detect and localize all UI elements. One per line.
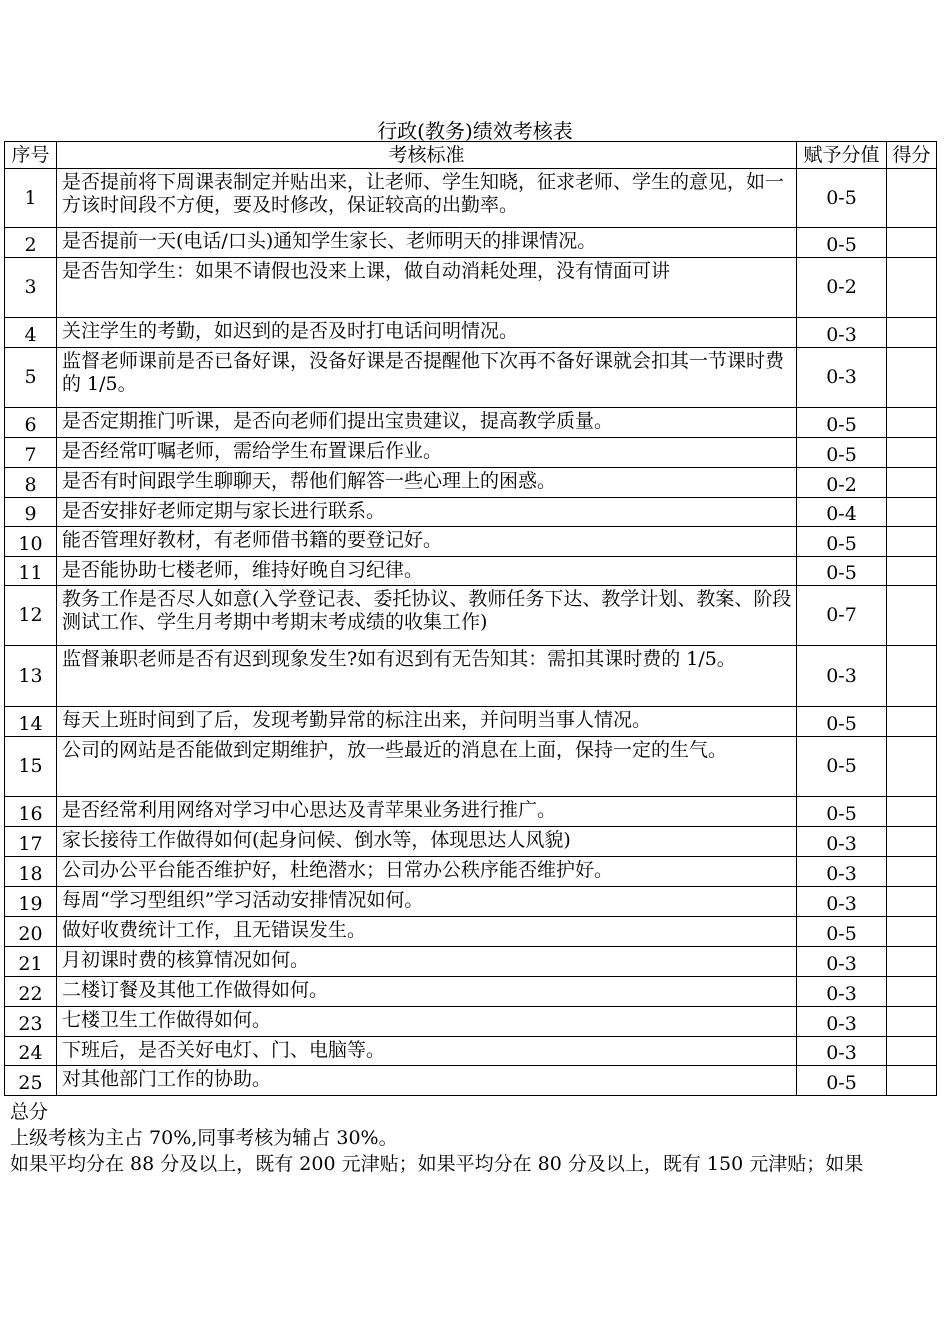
- table-body: [5, 169, 937, 1096]
- row-number: 12: [5, 586, 57, 646]
- row-number: 23: [5, 1007, 57, 1037]
- row-number: 10: [5, 527, 57, 557]
- row-criteria: 关注学生的考勤，如迟到的是否及时打电话问明情况。: [57, 318, 797, 348]
- row-number: 8: [5, 468, 57, 498]
- row-value: 0-3: [797, 318, 887, 348]
- table-row: [5, 348, 937, 408]
- row-number: 15: [5, 737, 57, 797]
- row-score: [887, 468, 937, 498]
- row-number: 7: [5, 438, 57, 468]
- table-header-row: [5, 142, 937, 169]
- row-criteria: 是否安排好老师定期与家长进行联系。: [57, 498, 797, 527]
- header-num: 序号: [5, 142, 57, 169]
- table-row: [5, 827, 937, 857]
- row-score: [887, 169, 937, 228]
- row-score: [887, 348, 937, 408]
- table-row: [5, 498, 937, 527]
- row-criteria: 是否提前将下周课表制定并贴出来，让老师、学生知晓，征求老师、学生的意见，如一方该时间段不方便，要及时修改，保证较高的出勤率。: [57, 169, 797, 228]
- table-row: [5, 887, 937, 917]
- row-score: [887, 586, 937, 646]
- row-score: [887, 1066, 937, 1096]
- row-criteria: 公司的网站是否能做到定期维护，放一些最近的消息在上面，保持一定的生气。: [57, 737, 797, 797]
- header-value: 赋予分值: [797, 142, 887, 169]
- table-row: [5, 707, 937, 737]
- row-number: 22: [5, 977, 57, 1007]
- row-value: 0-5: [797, 557, 887, 586]
- row-score: [887, 917, 937, 947]
- table-row: [5, 557, 937, 586]
- row-value: 0-5: [797, 1066, 887, 1096]
- row-value: 0-3: [797, 348, 887, 408]
- row-score: [887, 947, 937, 977]
- row-number: 4: [5, 318, 57, 348]
- header-score: 得分: [887, 142, 937, 169]
- row-value: 0-3: [797, 887, 887, 917]
- row-criteria: 每周“学习型组织”学习活动安排情况如何。: [57, 887, 797, 917]
- row-number: 2: [5, 228, 57, 258]
- row-criteria: 做好收费统计工作，且无错误发生。: [57, 917, 797, 947]
- row-value: 0-5: [797, 797, 887, 827]
- row-value: 0-3: [797, 1007, 887, 1037]
- row-criteria: 能否管理好教材，有老师借书籍的要登记好。: [57, 527, 797, 557]
- row-criteria: 二楼订餐及其他工作做得如何。: [57, 977, 797, 1007]
- row-criteria: 是否能协助七楼老师，维持好晚自习纪律。: [57, 557, 797, 586]
- table-row: [5, 1066, 937, 1096]
- row-score: [887, 258, 937, 318]
- row-score: [887, 498, 937, 527]
- row-criteria: 是否经常叮嘱老师，需给学生布置课后作业。: [57, 438, 797, 468]
- row-number: 16: [5, 797, 57, 827]
- row-score: [887, 318, 937, 348]
- row-criteria: 是否提前一天(电话/口头)通知学生家长、老师明天的排课情况。: [57, 228, 797, 258]
- row-value: 0-7: [797, 586, 887, 646]
- row-number: 21: [5, 947, 57, 977]
- footer: [10, 1099, 940, 1177]
- row-score: [887, 438, 937, 468]
- row-value: 0-5: [797, 228, 887, 258]
- row-number: 9: [5, 498, 57, 527]
- page-title: 行政(教务)绩效考核表: [377, 119, 573, 143]
- row-score: [887, 977, 937, 1007]
- table-row: [5, 1007, 937, 1037]
- row-criteria: 公司办公平台能否维护好，杜绝潜水；日常办公秩序能否维护好。: [57, 857, 797, 887]
- table-row: [5, 737, 937, 797]
- row-criteria: 是否告知学生：如果不请假也没来上课，做自动消耗处理，没有情面可讲: [57, 258, 797, 318]
- row-number: 18: [5, 857, 57, 887]
- row-score: [887, 527, 937, 557]
- row-criteria: 监督老师课前是否已备好课，没备好课是否提醒他下次再不备好课就会扣其一节课时费的 1/5。: [57, 348, 797, 408]
- row-number: 5: [5, 348, 57, 408]
- row-value: 0-5: [797, 527, 887, 557]
- row-number: 13: [5, 646, 57, 707]
- table-row: [5, 169, 937, 228]
- table-row: [5, 977, 937, 1007]
- row-number: 24: [5, 1037, 57, 1066]
- row-value: 0-3: [797, 857, 887, 887]
- row-score: [887, 707, 937, 737]
- row-value: 0-3: [797, 827, 887, 857]
- row-number: 11: [5, 557, 57, 586]
- row-criteria: 对其他部门工作的协助。: [57, 1066, 797, 1096]
- row-criteria: 是否定期推门听课，是否向老师们提出宝贵建议，提高教学质量。: [57, 408, 797, 438]
- row-number: 19: [5, 887, 57, 917]
- table-row: [5, 438, 937, 468]
- row-criteria: 是否经常利用网络对学习中心思达及青苹果业务进行推广。: [57, 797, 797, 827]
- table-row: [5, 646, 937, 707]
- row-number: 1: [5, 169, 57, 228]
- row-number: 6: [5, 408, 57, 438]
- row-score: [887, 737, 937, 797]
- row-score: [887, 557, 937, 586]
- row-criteria: 教务工作是否尽人如意(入学登记表、委托协议、教师任务下达、教学计划、教案、阶段测试工作、学生月考期中考期末考成绩的收集工作): [57, 586, 797, 646]
- table-row: [5, 857, 937, 887]
- footer-note-allowance: 如果平均分在 88 分及以上，既有 200 元津贴；如果平均分在 80 分及以上，既有 150 元津贴；如果: [10, 1153, 864, 1175]
- row-criteria: 家长接待工作做得如何(起身问候、倒水等，体现思达人风貌): [57, 827, 797, 857]
- row-value: 0-3: [797, 646, 887, 707]
- row-score: [887, 228, 937, 258]
- row-score: [887, 797, 937, 827]
- row-value: 0-5: [797, 169, 887, 228]
- table-row: [5, 586, 937, 646]
- table-row: [5, 408, 937, 438]
- total-label: 总分: [10, 1101, 49, 1123]
- row-value: 0-2: [797, 468, 887, 498]
- assessment-table: [4, 141, 937, 1096]
- row-value: 0-4: [797, 498, 887, 527]
- table-row: [5, 228, 937, 258]
- row-value: 0-5: [797, 707, 887, 737]
- table-row: [5, 258, 937, 318]
- header-criteria: 考核标准: [57, 142, 797, 169]
- table-row: [5, 947, 937, 977]
- row-value: 0-3: [797, 947, 887, 977]
- row-number: 3: [5, 258, 57, 318]
- row-score: [887, 827, 937, 857]
- footer-note-weight: 上级考核为主占 70%,同事考核为辅占 30%。: [10, 1127, 398, 1149]
- row-value: 0-3: [797, 977, 887, 1007]
- row-value: 0-5: [797, 917, 887, 947]
- row-score: [887, 887, 937, 917]
- row-value: 0-2: [797, 258, 887, 318]
- row-score: [887, 408, 937, 438]
- row-value: 0-5: [797, 438, 887, 468]
- row-value: 0-5: [797, 408, 887, 438]
- table-row: [5, 468, 937, 498]
- row-value: 0-5: [797, 737, 887, 797]
- row-criteria: 监督兼职老师是否有迟到现象发生?如有迟到有无告知其：需扣其课时费的 1/5。: [57, 646, 797, 707]
- row-criteria: 是否有时间跟学生聊聊天，帮他们解答一些心理上的困惑。: [57, 468, 797, 498]
- row-number: 14: [5, 707, 57, 737]
- row-criteria: 月初课时费的核算情况如何。: [57, 947, 797, 977]
- row-criteria: 七楼卫生工作做得如何。: [57, 1007, 797, 1037]
- row-number: 17: [5, 827, 57, 857]
- row-number: 20: [5, 917, 57, 947]
- table-row: [5, 318, 937, 348]
- row-score: [887, 646, 937, 707]
- row-score: [887, 1007, 937, 1037]
- row-number: 25: [5, 1066, 57, 1096]
- row-criteria: 每天上班时间到了后，发现考勤异常的标注出来，并问明当事人情况。: [57, 707, 797, 737]
- table-row: [5, 1037, 937, 1066]
- table-row: [5, 797, 937, 827]
- row-value: 0-3: [797, 1037, 887, 1066]
- table-row: [5, 917, 937, 947]
- row-criteria: 下班后，是否关好电灯、门、电脑等。: [57, 1037, 797, 1066]
- row-score: [887, 857, 937, 887]
- row-score: [887, 1037, 937, 1066]
- table-row: [5, 527, 937, 557]
